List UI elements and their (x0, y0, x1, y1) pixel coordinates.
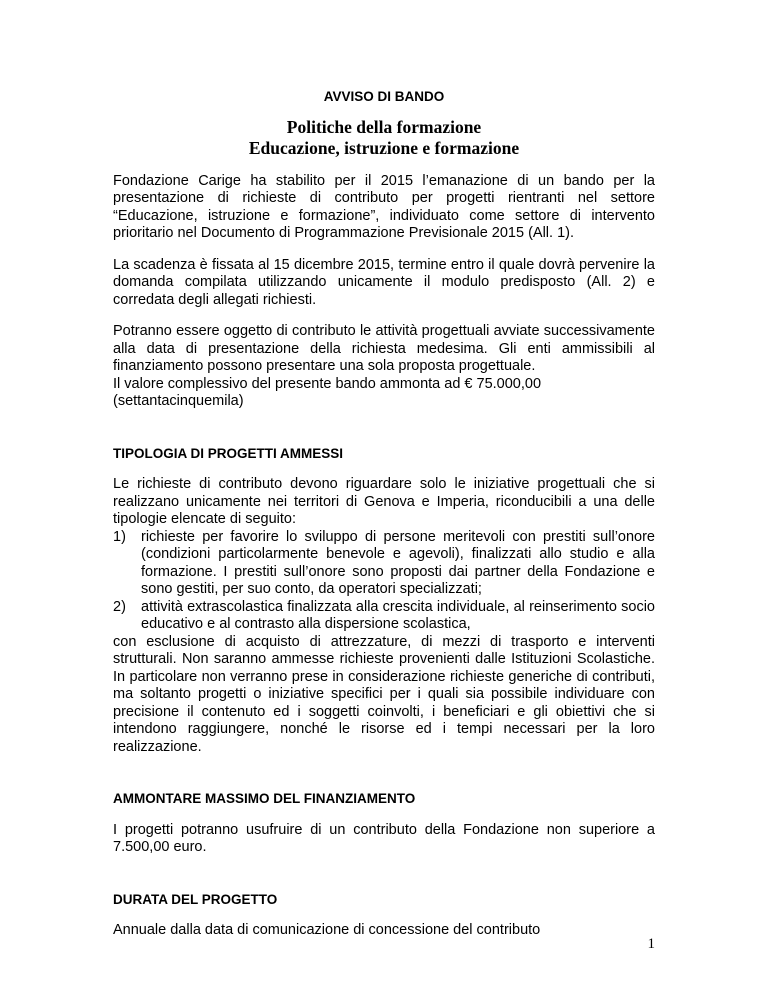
intro-paragraph-3: Potranno essere oggetto di contributo le attività progettuali avviate successivamente alla data di presentazione della richiesta medesima. Gli enti ammissibili al finanziamento possono presentare una sola proposta progettuale. (113, 323, 655, 374)
durata-text: Annuale dalla data di comunicazione di concessione del contributo (113, 922, 541, 938)
ammontare-text: I progetti potranno usufruire di un contributo della Fondazione non superiore a 7.500,00 euro. (113, 821, 655, 855)
intro-paragraph-4: Il valore complessivo del presente bando ammonta ad € 75.000,00 (settantacinquemila) (113, 375, 542, 409)
list-item-number: 1) (113, 528, 126, 545)
title-line-1: Politiche della formazione (286, 116, 482, 137)
tipologia-list (113, 529, 655, 634)
notice-label: AVVISO DI BANDO (323, 89, 445, 104)
list-item (113, 599, 655, 634)
section-heading-durata: DURATA DEL PROGETTO (113, 891, 278, 907)
intro-paragraph-2: La scadenza è fissata al 15 dicembre 2015, termine entro il quale dovrà pervenire la domanda compilata utilizzando unicamente il modulo predisposto (All. 2) e corredata degli allegati richiesti. (113, 256, 655, 308)
tipologia-intro: Le richieste di contributo devono riguardare solo le iniziative progettuali che si realizzano unicamente nei territori di Genova e Imperia, riconducibili a una delle tipologie elencate di seguito: (113, 476, 655, 527)
list-item-number: 2) (113, 598, 126, 615)
document-title (113, 117, 655, 159)
tipologia-closing: con esclusione di acquisto di attrezzature, di mezzi di trasporto e interventi strutturali. Non saranno ammesse richieste provenienti dalle Istituzioni Scolastiche. In particolare non verranno prese in considerazione richieste generiche di contributi, ma soltanto progetti o iniziative specifici per i quali sia possibile individuare con precisione il contenuto ed i soggetti coinvolti, i beneficiari e gli obiettivi che si intendono raggiungere, nonché le risorse ed i tempi necessari per la loro realizzazione. (113, 633, 655, 755)
section-heading-ammontare: AMMONTARE MASSIMO DEL FINANZIAMENTO (113, 791, 416, 806)
list-item (113, 529, 655, 599)
list-item-text: richieste per favorire lo sviluppo di persone meritevoli con prestiti sull’onore (condizioni particolarmente benevole e agevoli), finalizzati allo studio e alla formazione. I prestiti sull’onore sono proposti dai partner della Fondazione e sono gestiti, per suo conto, da operatori specializzati; (141, 528, 655, 597)
list-item-text: attività extrascolastica finalizzata alla crescita individuale, al reinserimento socio educativo e al contrasto alla dispersione scolastica, (141, 598, 655, 632)
page-number: 1 (647, 936, 655, 952)
title-line-2: Educazione, istruzione e formazione (248, 137, 520, 158)
document-body (113, 88, 655, 940)
section-heading-tipologia: TIPOLOGIA DI PROGETTI AMMESSI (113, 445, 344, 461)
intro-paragraph-1: Fondazione Carige ha stabilito per il 2015 l’emanazione di un bando per la presentazione di richieste di contributo per progetti rientranti nel settore “Educazione, istruzione e formazione”, individuato come settore di intervento prioritario nel Documento di Programmazione Previsionale 2015 (All. 1). (113, 172, 655, 241)
